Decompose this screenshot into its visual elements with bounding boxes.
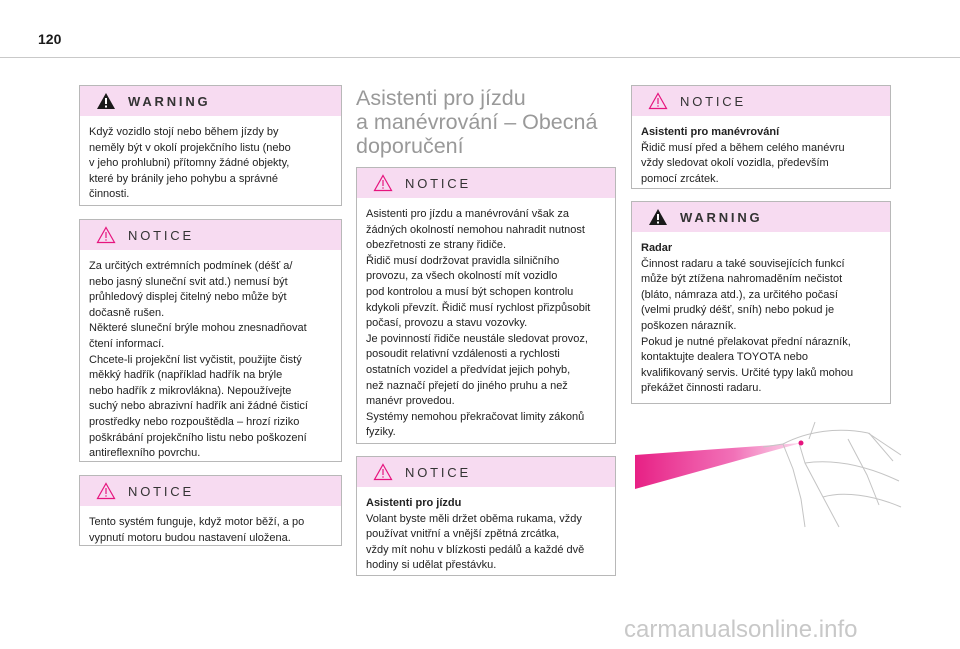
notice-icon xyxy=(373,463,393,481)
box-header xyxy=(632,86,890,116)
box-title: NOTICE xyxy=(405,464,471,480)
notice-box-settings xyxy=(79,475,342,546)
section-title: Asistenti pro jízdu a manévrování – Obecná doporučení xyxy=(356,86,598,158)
notice-box-driver-responsibility xyxy=(356,167,616,444)
box-header xyxy=(80,220,341,250)
notice-icon xyxy=(96,482,116,500)
box-text: Asistenti pro jízdu a manévrování však za žádných okolností nemohou nahradit nutnost obezřetnosti ze strany řidiče. Řidič musí dodržovat pravidla silničního provozu, za všech okolností mít vozidlo pod kontrolou a musí být schopen kontrolu kdykoli převzít. Řidič musí rychlost přizpůsobit počasí, provozu a stavu vozovky. Je povinností řidiče neustále sledovat provoz, posoudit relativní vzdálenosti a rychlosti ostatních vozidel a předvídat jejich pohyb, než naznačí přejetí do jiného pruhu a než manévr provedou. Systémy nemohou překračovat limity zákonů fyziky. xyxy=(366,208,591,439)
box-text xyxy=(632,116,890,187)
box-lead: Asistenti pro manévrování xyxy=(641,126,780,138)
warning-box-radar xyxy=(631,201,891,404)
box-lead: Asistenti pro jízdu xyxy=(366,497,462,509)
box-header xyxy=(80,86,341,116)
box-paragraph: Řidič musí před a během celého manévru vždy sledovat okolí vozidla, především pomocí zrcátek. xyxy=(641,141,845,185)
box-text xyxy=(632,232,890,397)
box-title: NOTICE xyxy=(680,93,746,109)
warning-icon xyxy=(648,208,668,226)
warning-icon xyxy=(96,92,116,110)
notice-box-maneuvering xyxy=(631,85,891,189)
box-text: Tento systém funguje, když motor běží, a po vypnutí motoru budou nastavení uložena. xyxy=(89,516,305,544)
box-title: NOTICE xyxy=(128,227,194,243)
box-header xyxy=(357,168,615,198)
box-title: NOTICE xyxy=(128,483,194,499)
notice-icon xyxy=(96,226,116,244)
box-text: Když vozidlo stojí nebo během jízdy by neměly být v okolí projekčního listu (nebo v jeho prohlubni) přítomny žádné objekty, které by bránily jeho pohybu a správné činnosti. xyxy=(89,126,291,201)
notice-box-readability xyxy=(79,219,342,462)
box-text xyxy=(357,487,615,574)
box-title: WARNING xyxy=(680,209,763,225)
box-header xyxy=(357,457,615,487)
top-divider xyxy=(0,57,960,58)
box-paragraph: Volant byste měli držet oběma rukama, vždy používat vnitřní a vnější zpětná zrcátka, vždy mít nohu v blízkosti pedálů a každé dvě hodiny si udělat přestávku. xyxy=(366,512,585,572)
box-paragraph: Činnost radaru a také souvisejících funkcí může být ztížena nahromaděním nečistot (bláto, námraza atd.), za určitého počasí (velmi prudký déšť, sníh) nebo pokud je poškozen nárazník. Pokud je nutné přelakovat přední nárazník, kontaktujte dealera TOYOTA nebo kvalifikovaný servis. Určité typy laků mohou překážet činnosti radaru. xyxy=(641,257,854,395)
box-title: WARNING xyxy=(128,93,211,109)
box-text: Za určitých extrémních podmínek (déšť a/ nebo jasný sluneční svit atd.) nemusí být průhledový displej čitelný nebo může být dočasně rušen. Některé sluneční brýle mohou znesnadňovat čtení informací. Chcete-li projekční list vyčistit, použijte čistý měkký hadřík (například hadřík na brýle nebo hadřík z mikrovlákna). Nepoužívejte suchý nebo abrazivní hadřík ani žádné čisticí prostředky nebo rozpouštědla – hrozí riziko poškrábání projekčního listu nebo poškození antireflexního povrchu. xyxy=(89,260,308,460)
box-title: NOTICE xyxy=(405,175,471,191)
box-header xyxy=(80,476,341,506)
notice-icon xyxy=(648,92,668,110)
box-header xyxy=(632,202,890,232)
notice-box-driving-assist xyxy=(356,456,616,576)
page-number: 120 xyxy=(38,31,62,47)
notice-icon xyxy=(373,174,393,192)
box-lead: Radar xyxy=(641,242,673,254)
radar-beam-illustration xyxy=(633,419,903,529)
watermark: carmanualsonline.info xyxy=(624,616,858,643)
warning-box-display xyxy=(79,85,342,206)
